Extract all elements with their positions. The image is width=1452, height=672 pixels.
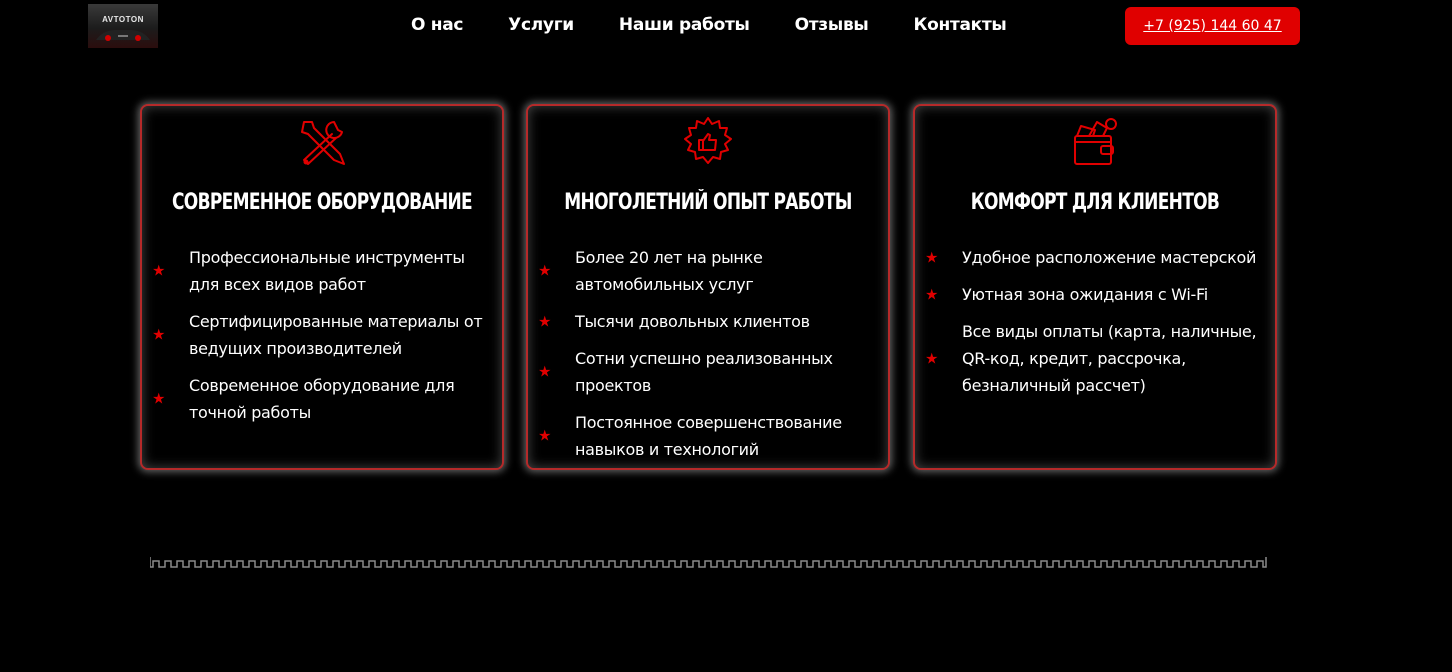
feature-list <box>915 244 1275 409</box>
card-title: КОМФОРТ ДЛЯ КЛИЕНТОВ <box>970 190 1220 215</box>
star-icon: ★ <box>925 349 939 367</box>
nav-services[interactable]: Услуги <box>508 15 574 35</box>
star-icon: ★ <box>925 248 939 266</box>
list-item-text: Профессиональные инструменты для всех видов работ <box>189 248 465 294</box>
feature-list <box>142 244 502 436</box>
list-item <box>142 308 490 362</box>
phone-button[interactable]: +7 (925) 144 60 47 <box>1125 7 1300 45</box>
list-item <box>915 281 1263 308</box>
list-item <box>528 244 876 298</box>
feature-list <box>528 244 888 473</box>
list-item-text: Сертифицированные материалы от ведущих производителей <box>189 312 483 358</box>
list-item-text: Уютная зона ожидания с Wi-Fi <box>962 285 1208 304</box>
feature-card-comfort <box>913 104 1277 470</box>
star-icon: ★ <box>152 325 166 344</box>
list-item-text: Удобное расположение мастерской <box>962 248 1257 267</box>
list-item <box>915 244 1263 271</box>
list-item-text: Сотни успешно реализованных проектов <box>575 349 833 395</box>
card-title: СОВРЕМЕННОЕ ОБОРУДОВАНИЕ <box>171 190 473 215</box>
nav-works[interactable]: Наши работы <box>618 15 750 35</box>
star-icon: ★ <box>152 261 166 280</box>
star-icon: ★ <box>538 261 552 280</box>
star-icon: ★ <box>538 426 552 445</box>
list-item-text: Все виды оплаты (карта, наличные, QR-код, кредит, рассрочка, безналичный рассчет) <box>962 322 1257 395</box>
star-icon: ★ <box>152 389 166 408</box>
star-icon: ★ <box>538 362 552 381</box>
list-item-text: Постоянное совершенствование навыков и технологий <box>575 413 842 459</box>
tread-divider <box>150 556 1268 570</box>
list-item <box>528 345 876 399</box>
main-nav <box>411 15 1007 35</box>
nav-contacts[interactable]: Контакты <box>913 15 1007 35</box>
wallet-icon <box>1067 116 1123 168</box>
tools-icon <box>294 116 350 168</box>
list-item <box>915 318 1263 399</box>
list-item-text: Современное оборудование для точной работы <box>189 376 455 422</box>
star-icon: ★ <box>925 285 939 303</box>
nav-reviews[interactable]: Отзывы <box>794 15 869 35</box>
feature-card-equipment <box>140 104 504 470</box>
list-item <box>528 409 876 463</box>
site-header <box>0 0 1452 54</box>
list-item <box>142 244 490 298</box>
nav-about[interactable]: О нас <box>411 15 464 35</box>
logo[interactable] <box>88 4 158 48</box>
list-item-text: Тысячи довольных клиентов <box>575 312 810 331</box>
star-icon: ★ <box>538 312 552 330</box>
logo-text: AVTOTON <box>102 15 144 24</box>
feature-card-experience <box>526 104 890 470</box>
thumbs-up-badge-icon <box>680 116 736 168</box>
car-logo-icon <box>88 4 158 48</box>
list-item-text: Более 20 лет на рынке автомобильных услуг <box>575 248 763 294</box>
list-item <box>528 308 876 335</box>
card-title: МНОГОЛЕТНИЙ ОПЫТ РАБОТЫ <box>564 190 852 215</box>
list-item <box>142 372 490 426</box>
